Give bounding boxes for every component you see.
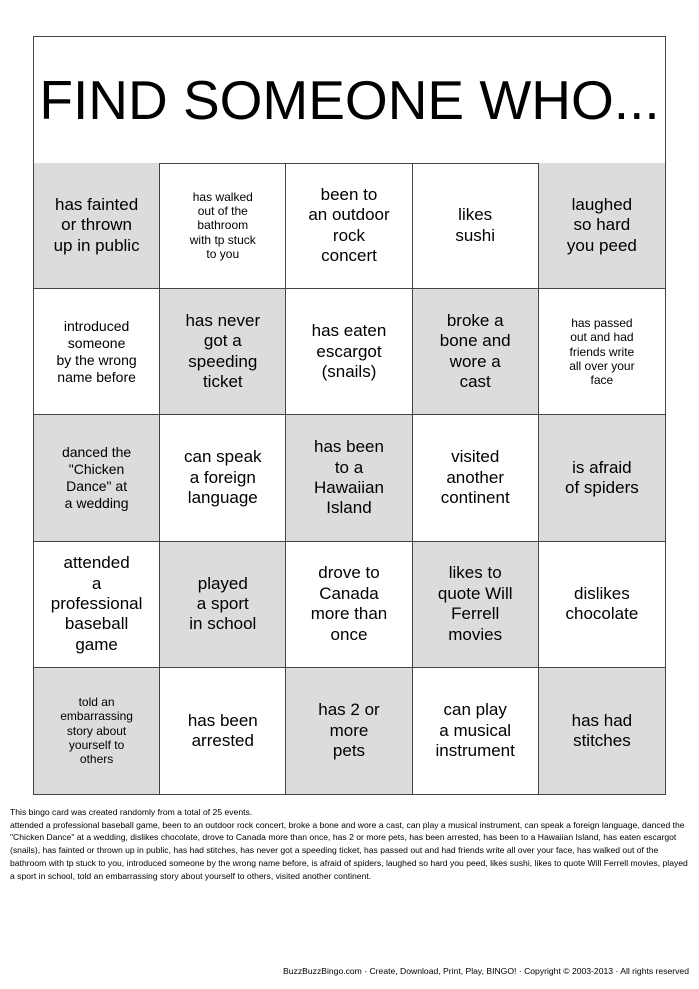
bingo-cell-text: has had stitches (571, 710, 633, 750)
events-list: attended a professional baseball game, been to an outdoor rock concert, broke a bone and wore a cast, can play a musical instrument, can speak a foreign language, danced the "Chicken Dance" at a wedding, dislikes chocolate, drove to Canada more than once, has 2 or more pets, has been arrested, has been to a Hawaiian Island, has eaten escargot (snails), has fainted or thrown up in public, has had stitches, has never got a speeding ticket, has passed out and had friends write all over your face, has walked out of the bathroom with tp stuck to you, introduced someone by the wrong name before, is afraid of spiders, laughed so hard you peed, likes sushi, likes to quote Will Ferrell movies, played a sport in school, told an embarrassing story about yourself to others, visited another continent. (10, 819, 688, 881)
bingo-cell (286, 542, 412, 668)
bingo-cell-text: been to an outdoor rock concert (308, 184, 390, 265)
bingo-cell (286, 163, 412, 289)
bingo-cell-text: attended a professional baseball game (50, 553, 143, 654)
bingo-cell-text: has eaten escargot (snails) (311, 321, 387, 381)
bingo-card (33, 36, 666, 795)
bingo-cell (539, 289, 665, 415)
bingo-cell (34, 668, 160, 794)
events-intro: This bingo card was created randomly from a total of 25 events. (10, 807, 253, 817)
bingo-cell-text: drove to Canada more than once (310, 563, 388, 644)
bingo-cell (34, 542, 160, 668)
bingo-cell-text: introduced someone by the wrong name before (56, 318, 137, 385)
bingo-cell (413, 163, 539, 289)
bingo-cell (413, 415, 539, 541)
bingo-cell (539, 542, 665, 668)
bingo-cell-text: visited another continent (440, 447, 510, 508)
bingo-cell (160, 542, 286, 668)
bingo-grid (34, 163, 665, 794)
bingo-cell-text: has 2 or more pets (318, 700, 380, 761)
bingo-cell (160, 415, 286, 541)
bingo-cell-text: laughed so hard you peed (566, 195, 637, 255)
bingo-cell-text: has been to a Hawaiian Island (314, 437, 384, 518)
bingo-cell-text: dislikes chocolate (565, 583, 639, 624)
bingo-cell (286, 415, 412, 541)
bingo-cell-text: has been arrested (187, 710, 258, 750)
card-title: FIND SOMEONE WHO... (34, 37, 665, 164)
bingo-cell (34, 415, 160, 541)
bingo-cell-text: broke a bone and wore a cast (439, 311, 511, 392)
bingo-cell (413, 542, 539, 668)
bingo-cell (539, 163, 665, 289)
bingo-cell (34, 289, 160, 415)
bingo-cell-text: is afraid of spiders (565, 457, 639, 497)
bingo-cell (413, 668, 539, 794)
bingo-cell (160, 668, 286, 794)
bingo-cell (286, 668, 412, 794)
bingo-cell-text: danced the "Chicken Dance" at a wedding (61, 444, 132, 511)
bingo-cell-text: likes sushi (455, 205, 496, 245)
copyright-line: BuzzBuzzBingo.com · Create, Download, Print, Play, BINGO! · Copyright © 2003-2013 · All rights reserved (283, 966, 689, 976)
bingo-cell (160, 163, 286, 289)
bingo-cell-text: can speak a foreign language (184, 447, 262, 508)
bingo-cell (413, 289, 539, 415)
bingo-cell (34, 163, 160, 289)
bingo-cell (539, 668, 665, 794)
bingo-cell-text: played a sport in school (189, 573, 257, 634)
bingo-cell (160, 289, 286, 415)
bingo-cell-text: told an embarrassing story about yourself to others (60, 694, 133, 767)
events-note (10, 806, 692, 882)
bingo-cell-text: likes to quote Will Ferrell movies (437, 563, 513, 644)
bingo-cell-text: has fainted or thrown up in public (53, 195, 140, 255)
bingo-cell-text: has passed out and had friends write all over your face (569, 315, 635, 388)
bingo-cell (539, 415, 665, 541)
bingo-cell-text: has never got a speeding ticket (185, 311, 261, 392)
bingo-cell (286, 289, 412, 415)
bingo-cell-text: can play a musical instrument (435, 700, 515, 761)
bingo-cell-text: has walked out of the bathroom with tp stuck to you (189, 189, 256, 262)
